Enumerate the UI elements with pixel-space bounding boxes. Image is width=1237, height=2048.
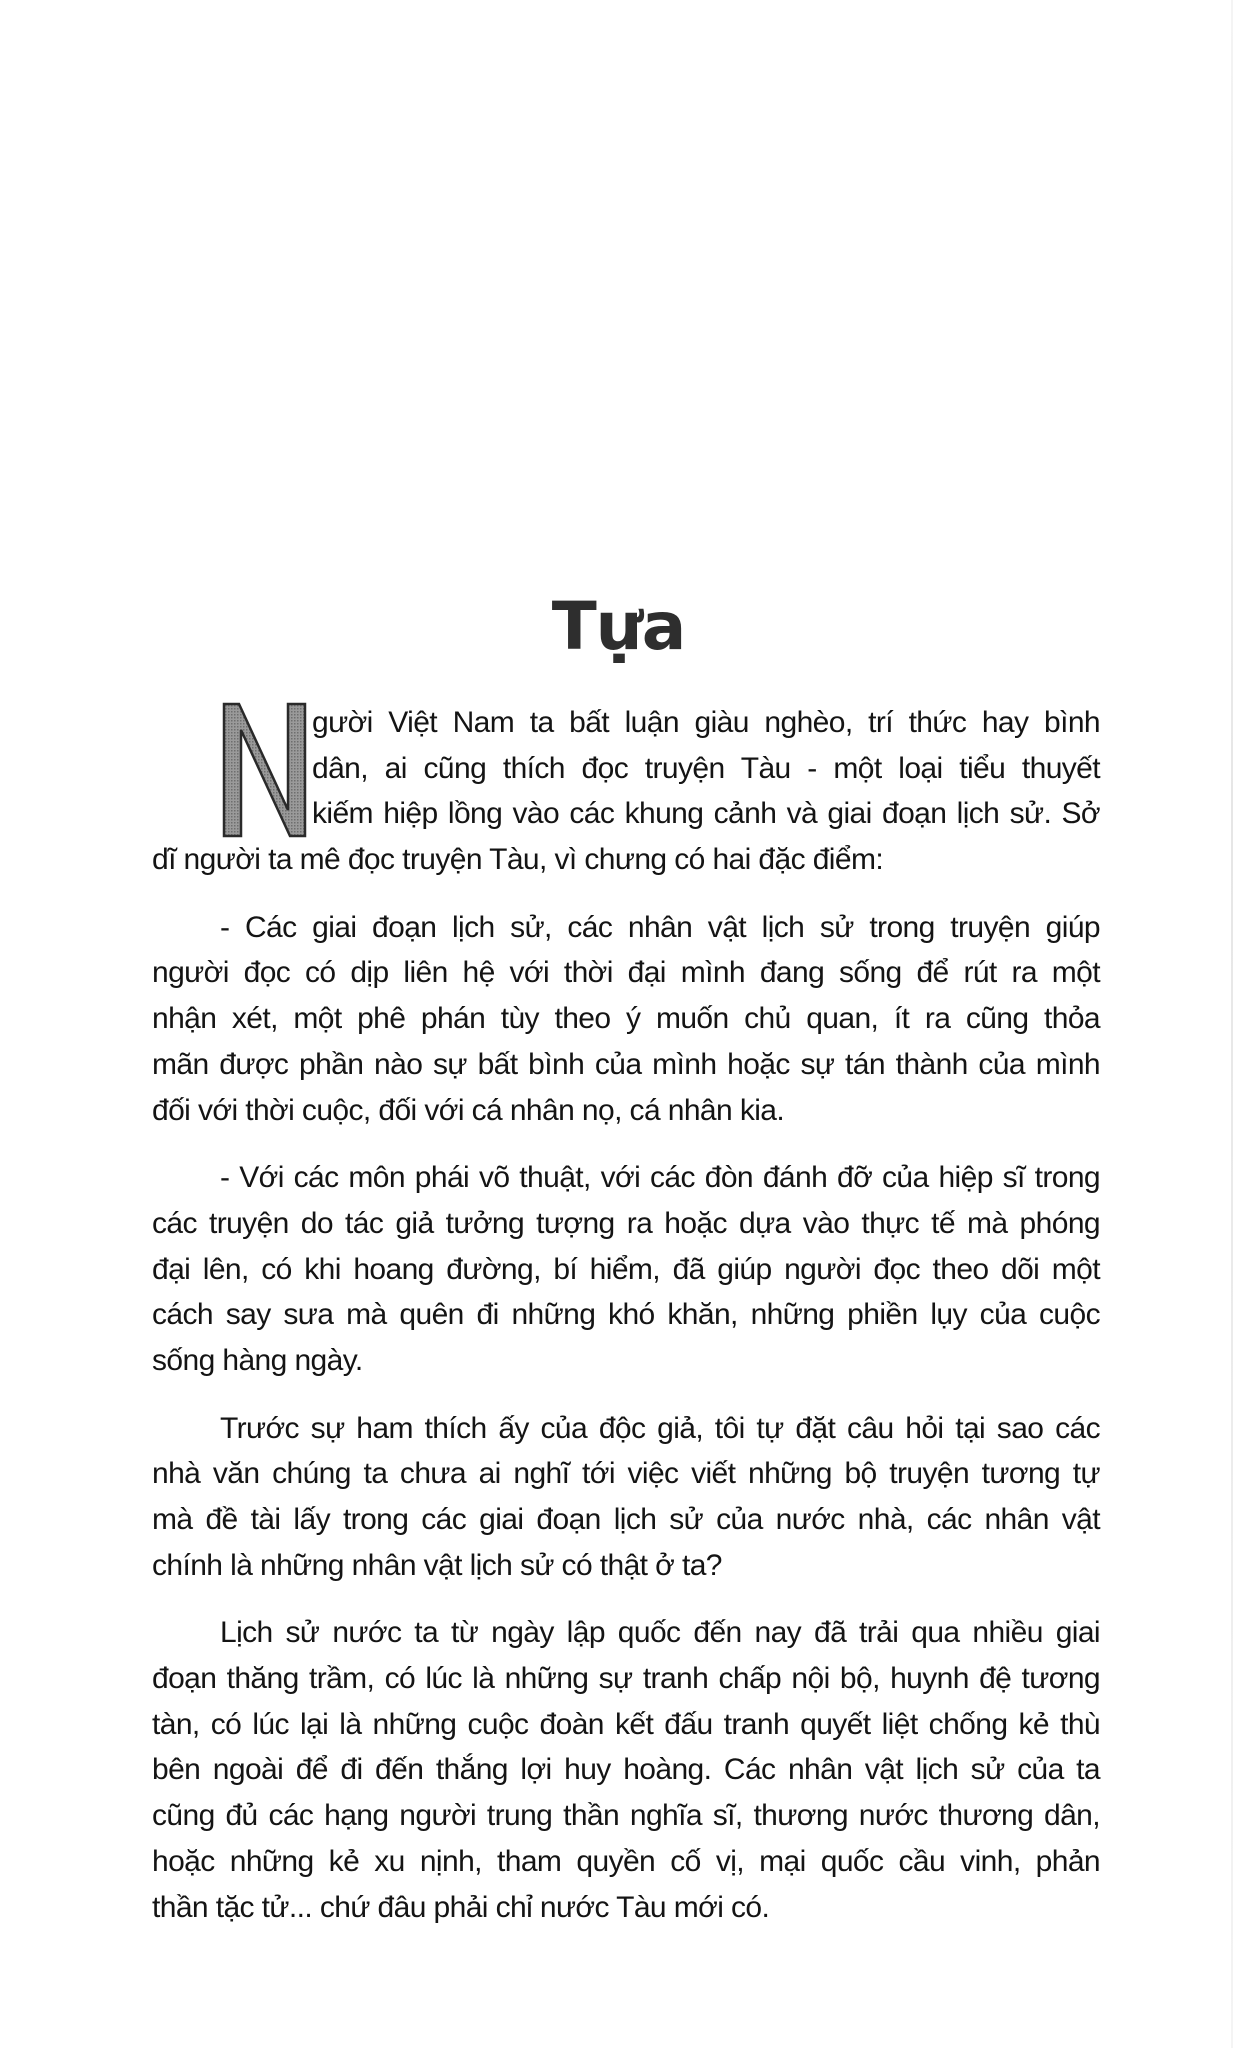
text-line: Trước sự ham thích ấy của độc giả, tôi tự đặt câu hỏi tại sao các xyxy=(220,1411,1100,1445)
text-line: thần tặc tử... chứ đâu phải chỉ nước Tàu mới có. xyxy=(152,1890,770,1924)
text-line: cũng đủ các hạng người trung thần nghĩa sĩ, thương nước thương dân, xyxy=(152,1799,1100,1833)
page-title: Tựa xyxy=(551,588,686,666)
text-line: hoặc những kẻ xu nịnh, tham quyền cố vị, mại quốc cầu vinh, phản xyxy=(152,1844,1100,1878)
text-line: - Các giai đoạn lịch sử, các nhân vật lịch sử trong truyện giúp xyxy=(220,910,1100,944)
text-line: chính là những nhân vật lịch sử có thật ở ta? xyxy=(152,1548,722,1582)
paragraph-history xyxy=(152,1610,1100,1930)
text-line: dĩ người ta mê đọc truyện Tàu, vì chưng có hai đặc điểm: xyxy=(152,843,884,877)
text-line: nhà văn chúng ta chưa ai nghĩ tới việc viết những bộ truyện tương tự xyxy=(152,1457,1100,1491)
text-line: tàn, có lúc lại là những cuộc đoàn kết đấu tranh quyết liệt chống kẻ thù xyxy=(152,1707,1100,1741)
paragraph-question xyxy=(152,1406,1100,1589)
drop-cap-letter-n-icon xyxy=(222,702,307,838)
drop-cap xyxy=(222,702,307,838)
text-line: kiếm hiệp lồng vào các khung cảnh và giai đoạn lịch sử. Sở xyxy=(312,797,1100,831)
text-line: đoạn thăng trầm, có lúc là những sự tranh chấp nội bộ, huynh đệ tương xyxy=(152,1662,1100,1696)
text-line: Lịch sử nước ta từ ngày lập quốc đến nay đã trải qua nhiều giai xyxy=(220,1616,1100,1650)
body-text xyxy=(152,700,1100,1930)
paragraph-point-2 xyxy=(152,1155,1100,1383)
text-line: - Với các môn phái võ thuật, với các đòn đánh đỡ của hiệp sĩ trong xyxy=(220,1161,1100,1195)
text-line: sống hàng ngày. xyxy=(152,1343,363,1377)
text-line: các truyện do tác giả tưởng tượng ra hoặc dựa vào thực tế mà phóng xyxy=(152,1206,1100,1240)
text-line: mãn được phần nào sự bất bình của mình hoặc sự tán thành của mình xyxy=(152,1047,1100,1081)
text-line: nhận xét, một phê phán tùy theo ý muốn chủ quan, ít ra cũng thỏa xyxy=(152,1002,1100,1036)
text-line: gười Việt Nam ta bất luận giàu nghèo, trí thức hay bình xyxy=(312,706,1100,739)
text-line: cách say sưa mà quên đi những khó khăn, những phiền lụy của cuộc xyxy=(152,1298,1100,1332)
text-line: dân, ai cũng thích đọc truyện Tàu - một loại tiểu thuyết xyxy=(312,751,1100,785)
text-line: đối với thời cuộc, đối với cá nhân nọ, cá nhân kia. xyxy=(152,1093,785,1127)
text-line: người đọc có dịp liên hệ với thời đại mình đang sống để rút ra một xyxy=(152,956,1100,990)
text-line: bên ngoài để đi đến thắng lợi huy hoàng. Các nhân vật lịch sử của ta xyxy=(152,1753,1100,1787)
text-line: đại lên, có khi hoang đường, bí hiểm, đã giúp người đọc theo dõi một xyxy=(152,1252,1100,1286)
paragraph-point-1 xyxy=(152,905,1100,1133)
text-line: mà đề tài lấy trong các giai đoạn lịch sử của nước nhà, các nhân vật xyxy=(152,1503,1100,1536)
page-edge xyxy=(1231,0,1233,2048)
